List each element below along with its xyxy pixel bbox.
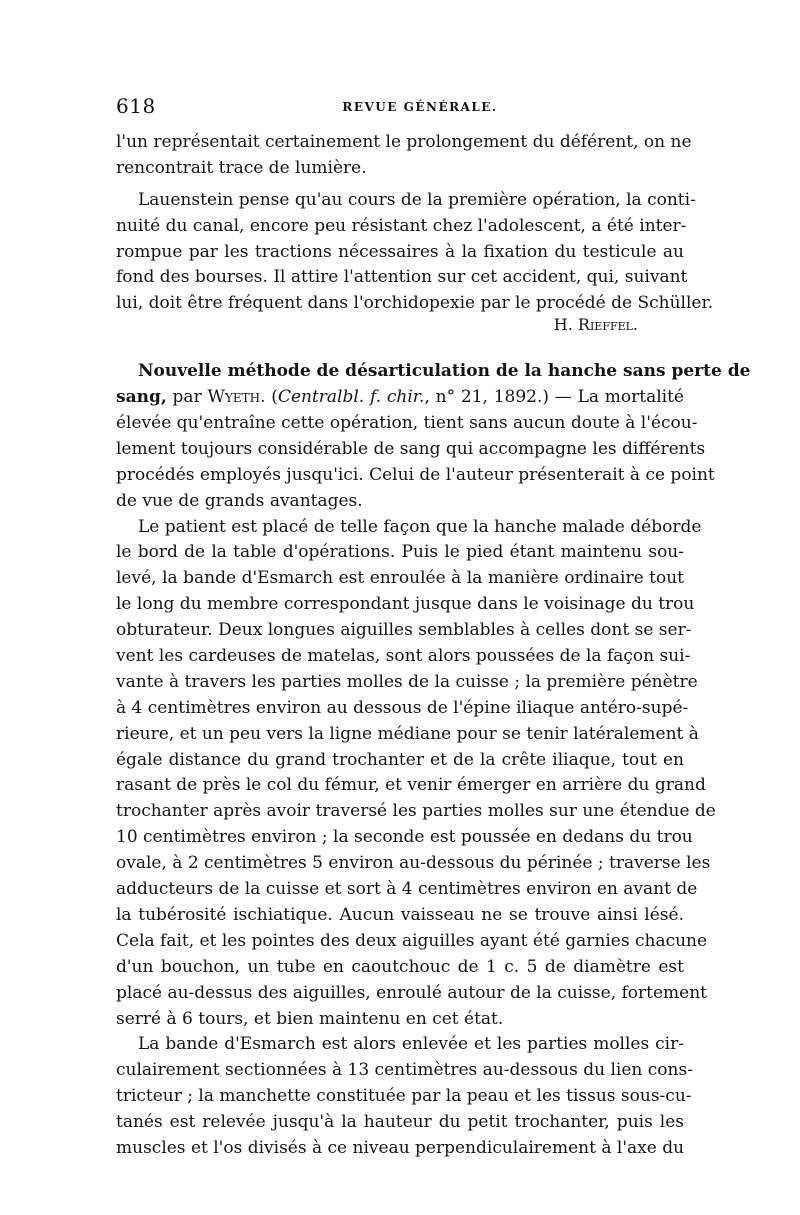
- text-line: nuité du canal, encore peu résistant chez l'adolescent, a été inter-: [116, 215, 687, 236]
- text-line: égale distance du grand trochanter et de la crête iliaque, tout en: [116, 749, 684, 770]
- text-line: procédés employés jusqu'ici. Celui de l'auteur présenterait à ce point: [116, 464, 715, 485]
- body-text: [116, 130, 751, 1162]
- text-line: tricteur ; la manchette constituée par la peau et les tissus sous-cu-: [116, 1086, 692, 1107]
- text-line: le long du membre correspondant jusque dans le voisinage du trou: [116, 594, 695, 615]
- text-line: la tubérosité ischiatique. Aucun vaisseau ne se trouve ainsi lésé.: [116, 904, 684, 925]
- text-line: ovale, à 2 centimètres 5 environ au-dessous du périnée ; traverse les: [116, 853, 711, 874]
- text-line: fond des bourses. Il attire l'attention sur cet accident, qui, suivant: [116, 267, 688, 288]
- text-line: rieure, et un peu vers la ligne médiane pour se tenir latéralement à: [116, 723, 699, 744]
- running-head: REVUE GÉNÉRALE.: [342, 100, 498, 114]
- text-line: levé, la bande d'Esmarch est enroulée à la manière ordinaire tout: [116, 568, 684, 589]
- article-citation-line: [116, 385, 684, 411]
- text-line: trochanter après avoir traversé les parties molles sur une étendue de: [116, 801, 716, 822]
- article-title: Nouvelle méthode de désarticulation de la hanche sans perte de: [138, 361, 751, 382]
- citation-text: , n° 21, 1892.) — La mortalité: [424, 387, 684, 408]
- text-line: Cela fait, et les pointes des deux aiguilles ayant été garnies chacune: [116, 930, 708, 951]
- citation-text: par: [166, 387, 208, 408]
- journal-name: Centralbl. f. chir.: [277, 387, 425, 408]
- article-author: Wyeth: [207, 387, 261, 408]
- text-line: d'un bouchon, un tube en caoutchouc de 1 c. 5 de diamètre est: [116, 956, 684, 977]
- section-gap: [116, 339, 684, 359]
- text-line: vante à travers les parties molles de la cuisse ; la première pénètre: [116, 671, 698, 692]
- text-line: placé au-dessus des aiguilles, enroulé autour de la cuisse, fortement: [116, 982, 708, 1003]
- text-line: l'un représentait certainement le prolongement du déférent, on ne: [116, 132, 692, 152]
- text-line: à 4 centimètres environ au dessous de l'épine iliaque antéro-supé-: [116, 697, 689, 718]
- text-line: lement toujours considérable de sang qui accompagne les différents: [116, 438, 706, 459]
- text-line: élevée qu'entraîne cette opération, tient sans aucun doute à l'écou-: [116, 413, 698, 434]
- article-title-end: sang,: [116, 387, 167, 408]
- text-line: rompue par les tractions nécessaires à la fixation du testicule au: [116, 241, 684, 262]
- text-line: culairement sectionnées à 13 centimètres au-dessous du lien cons-: [116, 1060, 693, 1081]
- text-line: La bande d'Esmarch est alors enlevée et les parties molles cir-: [138, 1034, 684, 1055]
- text-line: 10 centimètres environ ; la seconde est poussée en dedans du trou: [116, 827, 693, 848]
- page-number: 618: [116, 94, 156, 118]
- text-line: tanés est relevée jusqu'à la hauteur du petit trochanter, puis les: [116, 1112, 684, 1133]
- page-header: [116, 94, 684, 124]
- text-line: vent les cardeuses de matelas, sont alors poussées de la façon sui-: [116, 646, 691, 667]
- text-line: rencontrait trace de lumière.: [116, 157, 367, 178]
- text-line: rasant de près le col du fémur, et venir émerger en arrière du grand: [116, 775, 706, 796]
- signature: H. Rieffel.: [553, 315, 638, 335]
- text-line: de vue de grands avantages.: [116, 490, 363, 511]
- text-line: Lauenstein pense qu'au cours de la première opération, la conti-: [138, 189, 696, 210]
- text-line: muscles et l'os divisés à ce niveau perpendiculairement à l'axe du: [116, 1137, 685, 1158]
- text-line: lui, doit être fréquent dans l'orchidopexie par le procédé de Schüller.: [116, 293, 714, 314]
- text-line: Le patient est placé de telle façon que la hanche malade déborde: [138, 516, 702, 537]
- citation-text: . (: [260, 387, 278, 408]
- text-line: serré à 6 tours, et bien maintenu en cet état.: [116, 1008, 504, 1029]
- text-line: adducteurs de la cuisse et sort à 4 centimètres environ en avant de: [116, 879, 698, 900]
- text-line: obturateur. Deux longues aiguilles semblables à celles dont se ser-: [116, 620, 692, 641]
- text-line: le bord de la table d'opérations. Puis le pied étant maintenu sou-: [116, 542, 684, 563]
